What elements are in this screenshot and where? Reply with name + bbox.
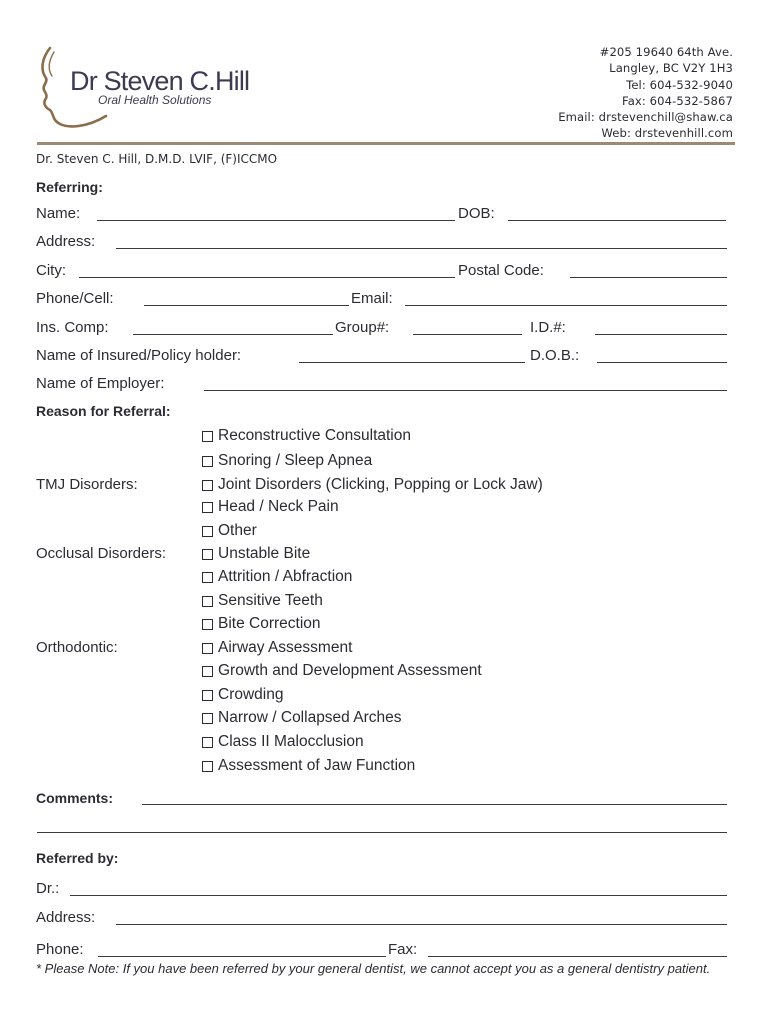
option-label: Narrow / Collapsed Arches <box>218 709 402 726</box>
contact-block <box>558 44 733 142</box>
comments-label: Comments: <box>36 790 114 806</box>
option-attrition-abfraction[interactable] <box>202 568 352 586</box>
checkbox[interactable] <box>202 502 213 513</box>
group-label: Group#: <box>335 319 390 336</box>
logo-name: Dr Steven C.Hill <box>70 66 250 96</box>
ref-address-field[interactable] <box>116 924 727 925</box>
option-label: Joint Disorders (Clicking, Popping or Lock Jaw) <box>218 476 543 493</box>
option-bite-correction[interactable] <box>202 615 321 633</box>
option-label: Crowding <box>218 686 284 703</box>
option-label: Airway Assessment <box>218 639 353 656</box>
doctor-credentials: Dr. Steven C. Hill, D.M.D. LVIF, (F)ICCMO <box>36 152 278 166</box>
id-label: I.D.#: <box>530 319 566 336</box>
checkbox[interactable] <box>202 549 213 560</box>
option-label: Bite Correction <box>218 615 321 632</box>
option-head-neck-pain[interactable] <box>202 498 339 516</box>
checkbox[interactable] <box>202 526 213 537</box>
option-growth-development-assessment[interactable] <box>202 662 482 680</box>
option-label: Snoring / Sleep Apnea <box>218 452 373 469</box>
checkbox[interactable] <box>202 456 213 467</box>
option-reconstructive-consultation[interactable] <box>202 427 411 445</box>
option-sensitive-teeth[interactable] <box>202 592 323 610</box>
name-label: Name: <box>36 205 81 222</box>
phone-cell-field[interactable] <box>144 305 349 306</box>
option-label: Reconstructive Consultation <box>218 427 411 444</box>
postal-code-label: Postal Code: <box>458 262 544 279</box>
checkbox[interactable] <box>202 737 213 748</box>
option-joint-disorders[interactable] <box>202 476 543 494</box>
dr-field[interactable] <box>70 895 727 896</box>
contact-address-line: #205 19640 64th Ave. <box>599 45 733 59</box>
checkbox[interactable] <box>202 761 213 772</box>
option-other[interactable] <box>202 522 257 540</box>
insured-dob-label: D.O.B.: <box>530 347 580 364</box>
checkbox[interactable] <box>202 643 213 654</box>
ref-address-label: Address: <box>36 909 96 926</box>
comments-field-line-2[interactable] <box>37 832 727 833</box>
logo-tagline: Oral Health Solutions <box>98 93 212 107</box>
checkbox[interactable] <box>202 596 213 607</box>
ins-comp-label: Ins. Comp: <box>36 319 109 336</box>
option-label: Growth and Development Assessment <box>218 662 482 679</box>
checkbox[interactable] <box>202 690 213 701</box>
checkbox[interactable] <box>202 480 213 491</box>
ins-comp-field[interactable] <box>133 334 333 335</box>
option-label: Attrition / Abfraction <box>218 568 353 585</box>
dob-field[interactable] <box>508 220 726 221</box>
option-narrow-collapsed-arches[interactable] <box>202 709 402 727</box>
city-field[interactable] <box>79 277 455 278</box>
checkbox[interactable] <box>202 431 213 442</box>
option-label: Assessment of Jaw Function <box>218 757 416 774</box>
dob-label: DOB: <box>458 205 495 222</box>
ref-fax-label: Fax: <box>388 941 418 958</box>
insured-dob-field[interactable] <box>597 362 727 363</box>
contact-email: Email: drstevenchill@shaw.ca <box>558 110 733 125</box>
option-label: Other <box>218 522 257 539</box>
city-label: City: <box>36 262 66 279</box>
contact-tel: Tel: 604-532-9040 <box>626 77 733 92</box>
address-label: Address: <box>36 233 96 250</box>
option-crowding[interactable] <box>202 686 283 704</box>
contact-city-line: Langley, BC V2Y 1H3 <box>609 61 733 76</box>
option-snoring-sleep-apnea[interactable] <box>202 452 372 470</box>
header-divider <box>37 142 735 145</box>
id-field[interactable] <box>595 334 727 335</box>
checkbox[interactable] <box>202 666 213 677</box>
insured-name-label: Name of Insured/Policy holder: <box>36 347 242 364</box>
name-field[interactable] <box>97 220 455 221</box>
comments-field[interactable] <box>142 804 727 805</box>
option-label: Head / Neck Pain <box>218 498 339 515</box>
option-airway-assessment[interactable] <box>202 639 352 657</box>
contact-fax: Fax: 604-532-5867 <box>622 93 733 108</box>
option-unstable-bite[interactable] <box>202 545 310 563</box>
group-field[interactable] <box>413 334 522 335</box>
insured-name-field[interactable] <box>299 362 525 363</box>
email-label: Email: <box>351 290 393 307</box>
ref-fax-field[interactable] <box>428 956 727 957</box>
employer-label: Name of Employer: <box>36 375 165 392</box>
contact-web: Web: drstevenhill.com <box>601 126 733 141</box>
reason-heading: Reason for Referral: <box>36 403 171 419</box>
postal-code-field[interactable] <box>570 277 727 278</box>
checkbox[interactable] <box>202 572 213 583</box>
option-assessment-jaw-function[interactable] <box>202 757 415 775</box>
address-field[interactable] <box>116 248 727 249</box>
option-label: Sensitive Teeth <box>218 592 323 609</box>
option-label: Unstable Bite <box>218 545 311 562</box>
dr-label: Dr.: <box>36 880 60 897</box>
ref-phone-label: Phone: <box>36 941 84 958</box>
email-field[interactable] <box>405 305 727 306</box>
category-occlusal: Occlusal Disorders: <box>36 545 167 562</box>
category-tmj: TMJ Disorders: <box>36 476 138 493</box>
footnote: * Please Note: If you have been referred by your general dentist, we cannot accept you as a general dentistry patient. <box>36 961 711 976</box>
option-class-ii-malocclusion[interactable] <box>202 733 364 751</box>
referred-by-heading: Referred by: <box>36 850 119 866</box>
checkbox[interactable] <box>202 713 213 724</box>
checkbox[interactable] <box>202 619 213 630</box>
option-label: Class II Malocclusion <box>218 733 364 750</box>
phone-cell-label: Phone/Cell: <box>36 290 114 307</box>
category-orthodontic: Orthodontic: <box>36 639 118 656</box>
referring-heading: Referring: <box>36 179 103 195</box>
employer-field[interactable] <box>204 390 727 391</box>
ref-phone-field[interactable] <box>98 956 386 957</box>
